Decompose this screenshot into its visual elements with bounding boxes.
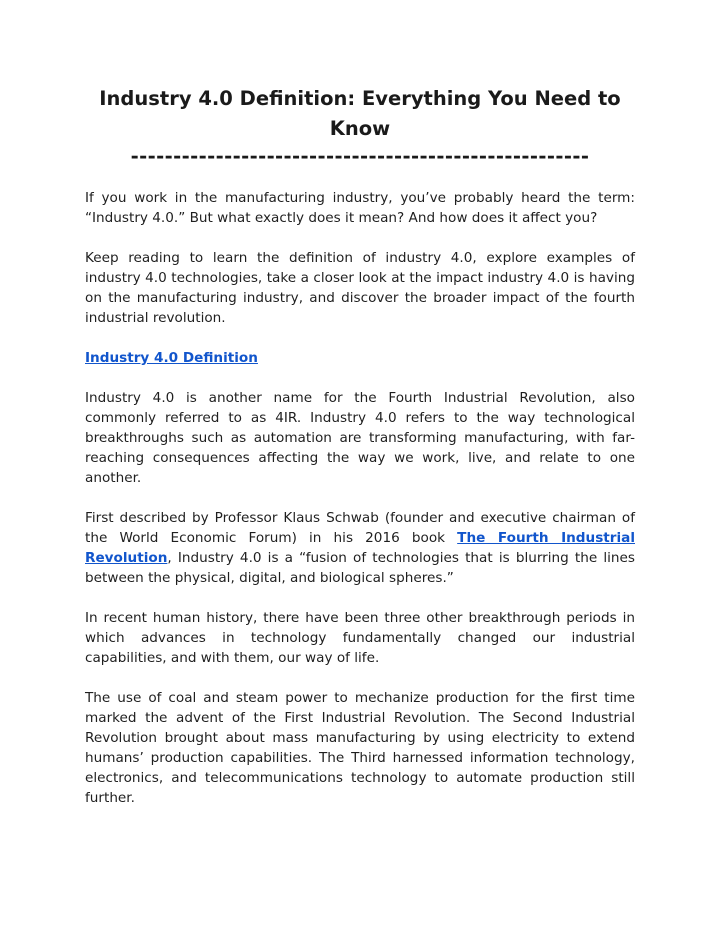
revolutions-paragraph: The use of coal and steam power to mechanize production for the first time marked the advent of the First Industrial Revolution. The Second Industrial Revolution brought about mass manufacturing by using electricity to extend humans’ production capabilities. The Third harnessed information technology, electronics, and telecommunications technology to automate production still further. bbox=[85, 690, 635, 806]
document-page bbox=[85, 84, 635, 828]
title-divider: ------------------------------------------------------ bbox=[130, 145, 590, 168]
section-heading bbox=[85, 348, 635, 368]
section-heading-link[interactable]: Industry 4.0 Definition bbox=[85, 350, 258, 366]
book-link[interactable]: The Fourth Industrial Revolution bbox=[85, 530, 635, 566]
definition-paragraph: Industry 4.0 is another name for the Fourth Industrial Revolution, also commonly referred to as 4IR. Industry 4.0 refers to the way technological breakthroughs such as automation are transforming manufacturing, with far-reaching consequences affecting the way we work, live, and relate to one another. bbox=[85, 390, 635, 486]
history-paragraph: In recent human history, there have been three other breakthrough periods in which advances in technology fundamentally changed our industrial capabilities, and with them, our way of life. bbox=[85, 610, 635, 666]
document-title: Industry 4.0 Definition: Everything You Need to Know bbox=[99, 87, 621, 140]
schwab-text-before: First described by Professor Klaus Schwab (founder and executive chairman of the World Economic Forum) in his 2016 book bbox=[85, 510, 635, 546]
schwab-paragraph bbox=[85, 508, 635, 588]
intro-paragraph-1: If you work in the manufacturing industry, you’ve probably heard the term: “Industry 4.0.” But what exactly does it mean? And how does it affect you? bbox=[85, 190, 635, 226]
schwab-text-after: , Industry 4.0 is a “fusion of technologies that is blurring the lines between the physical, digital, and biological spheres.” bbox=[85, 550, 635, 586]
intro-paragraph-2: Keep reading to learn the definition of industry 4.0, explore examples of industry 4.0 technologies, take a closer look at the impact industry 4.0 is having on the manufacturing industry, and discover the broader impact of the fourth industrial revolution. bbox=[85, 250, 635, 326]
